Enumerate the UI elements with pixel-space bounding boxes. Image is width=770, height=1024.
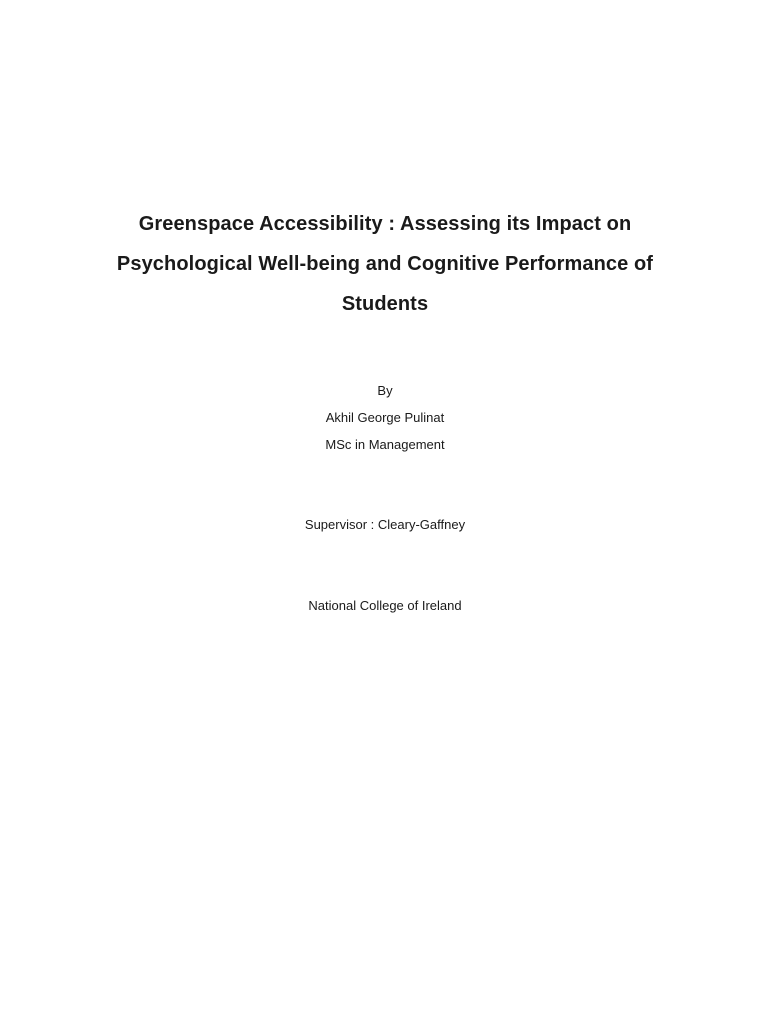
title-line-2: Psychological Well-being and Cognitive Performance of bbox=[116, 253, 654, 275]
degree-name: MSc in Management bbox=[325, 437, 445, 452]
institution-name: National College of Ireland bbox=[308, 598, 462, 613]
title-line-3: Students bbox=[341, 293, 429, 315]
document-title bbox=[0, 204, 770, 324]
by-label: By bbox=[377, 383, 393, 398]
author-name: Akhil George Pulinat bbox=[325, 410, 445, 425]
supervisor-line: Supervisor : Cleary-Gaffney bbox=[304, 517, 466, 532]
title-line-1: Greenspace Accessibility : Assessing its Impact on bbox=[138, 213, 632, 235]
